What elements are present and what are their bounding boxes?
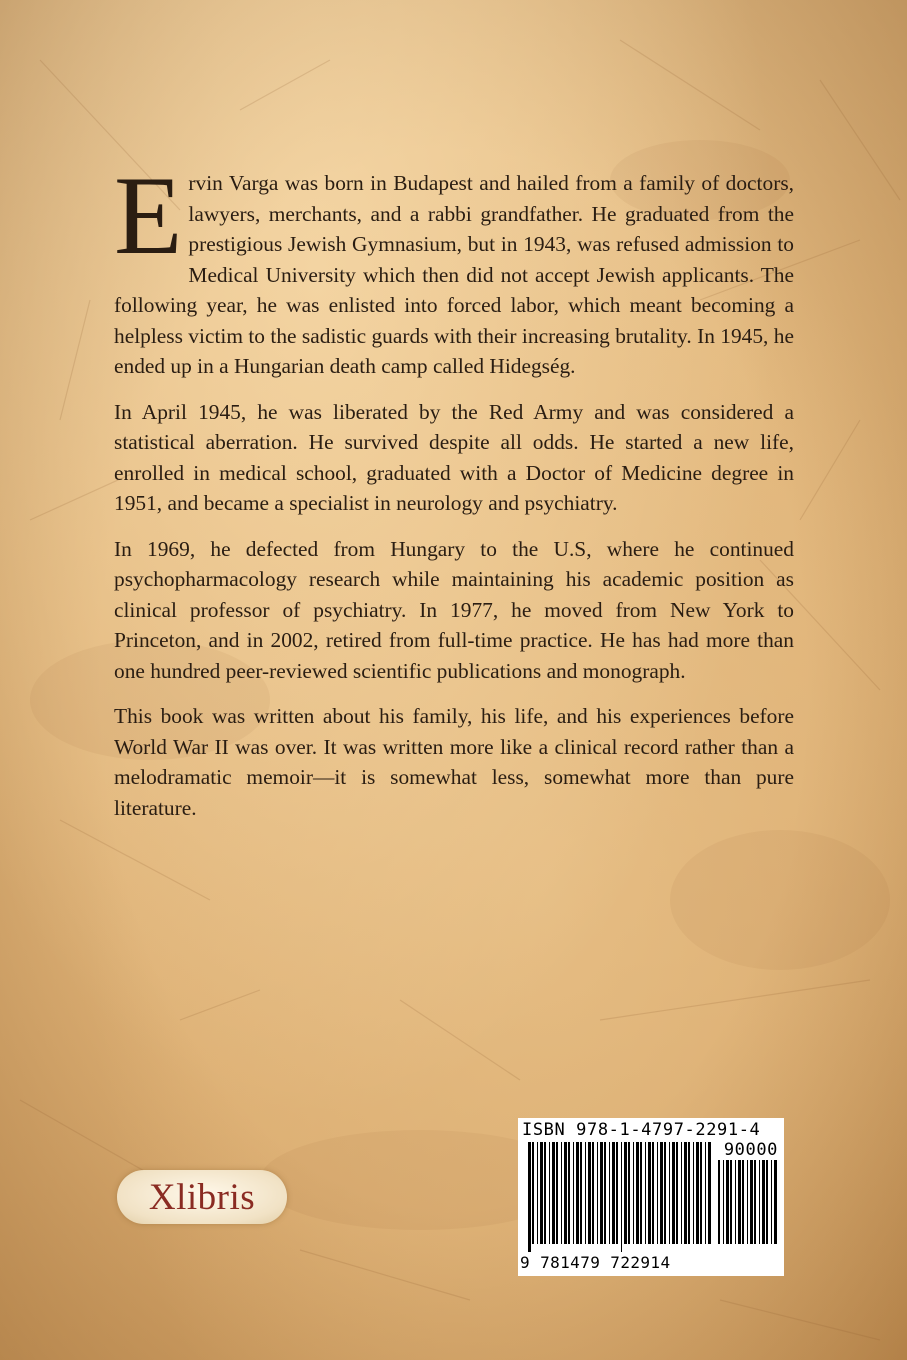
barcode-bar: [762, 1160, 765, 1244]
barcode-bar: [573, 1142, 574, 1244]
price-code: 90000: [723, 1140, 778, 1160]
barcode-bar: [600, 1142, 603, 1244]
barcode-bar: [750, 1160, 753, 1244]
barcode-bar: [735, 1160, 736, 1244]
barcode-bar: [669, 1142, 670, 1244]
barcode-bar: [688, 1142, 690, 1244]
addon-bars: [718, 1160, 778, 1252]
barcode-bar: [568, 1142, 570, 1244]
barcode-bar: [771, 1160, 772, 1244]
barcode-bar: [754, 1160, 756, 1244]
blurb-paragraph-3: In 1969, he defected from Hungary to the U.S, where he continued psychopharmacology research while maintaining his academic position as clinical professor of psychiatry. In 1977, he moved from New York to Princeton, and in 2002, retired from full-time practice. He has had more than one hundred peer-reviewed scientific publications and monograph.: [114, 536, 794, 683]
barcode-bar: [604, 1142, 606, 1244]
blurb-paragraph-2: In April 1945, he was liberated by the Red Army and was considered a statistical aberration. He survived despite all odds. He started a new life, enrolled in medical school, graduated with a Doctor of Medicine degree in 1951, and became a specialist in neurology and psychiatry.: [114, 399, 794, 515]
barcode-bar: [612, 1142, 615, 1244]
barcode-bar: [708, 1142, 711, 1244]
barcode-bar: [597, 1142, 598, 1244]
barcode-bar: [624, 1142, 627, 1244]
blurb-text: [114, 154, 794, 838]
isbn-barcode: [518, 1118, 784, 1276]
barcode-bar: [588, 1142, 591, 1244]
barcode-bar: [537, 1142, 538, 1244]
drop-cap: E: [114, 154, 183, 278]
barcode-bar: [684, 1142, 687, 1244]
barcode-bar: [742, 1160, 744, 1244]
barcode-bar: [592, 1142, 594, 1244]
isbn-label: ISBN 978-1-4797-2291-4: [522, 1120, 761, 1140]
blurb-paragraph-4: This book was written about his family, his life, and his experiences before World War II was over. It was written more like a clinical record rather than a melodramatic memoir—it is somewhat less, somewhat more than pure literature.: [114, 704, 794, 820]
barcode-bar: [696, 1142, 699, 1244]
barcode-bar: [552, 1142, 555, 1244]
barcode-bar: [585, 1142, 586, 1244]
barcode-bar: [664, 1142, 666, 1244]
barcode-bar: [726, 1160, 729, 1244]
ean-bars: [528, 1142, 712, 1252]
barcode-bar: [564, 1142, 567, 1244]
barcode-bar: [681, 1142, 682, 1244]
barcode-bar: [636, 1142, 639, 1244]
barcode-bar: [561, 1142, 562, 1244]
barcode-bar: [645, 1142, 646, 1244]
publisher-logo: [117, 1170, 287, 1224]
barcode-bar: [657, 1142, 658, 1244]
barcode-bar: [549, 1142, 550, 1244]
barcode-bar: [576, 1142, 579, 1244]
blurb-paragraph-1-text: rvin Varga was born in Budapest and hailed from a family of doctors, lawyers, merchants, and a rabbi grandfather. He graduated from the prestigious Jewish Gymnasium, but in 1943, was refused admission to Medical University which then did not accept Jewish applicants. The following year, he was enlisted into forced labor, which meant becoming a helpless victim to the sadistic guards with their increasing brutality. In 1945, he ended up in a Hungarian death camp called Hidegség.: [114, 171, 794, 378]
barcode-bar: [580, 1142, 582, 1244]
barcode-bar: [766, 1160, 768, 1244]
barcode-bar: [723, 1160, 724, 1244]
barcode-bar: [700, 1142, 702, 1244]
barcode-bar: [672, 1142, 675, 1244]
ean-digits: 9 781479 722914: [520, 1253, 671, 1272]
barcode-bar: [616, 1142, 618, 1244]
barcode-bar: [640, 1142, 642, 1244]
barcode-bar: [759, 1160, 760, 1244]
barcode-bar: [660, 1142, 663, 1244]
barcode-bar: [676, 1142, 678, 1244]
barcode-bar: [628, 1142, 630, 1244]
barcode-bar: [633, 1142, 634, 1244]
barcode-bar: [718, 1160, 720, 1244]
barcode-bar: [556, 1142, 558, 1244]
barcode-bar: [738, 1160, 741, 1244]
barcode-bar: [528, 1142, 531, 1252]
barcode-bar: [609, 1142, 610, 1244]
blurb-paragraph-1: [114, 154, 794, 382]
barcode-bar: [621, 1142, 622, 1252]
barcode-bar: [730, 1160, 732, 1244]
publisher-name: Xlibris: [148, 1177, 256, 1218]
barcode-bar: [693, 1142, 694, 1244]
barcode-bar: [705, 1142, 706, 1244]
barcode-bar: [648, 1142, 651, 1244]
barcode-bar: [544, 1142, 546, 1244]
barcode-bar: [652, 1142, 654, 1244]
barcode-bar: [532, 1142, 534, 1244]
barcode-bar: [774, 1160, 777, 1244]
barcode-bar: [540, 1142, 543, 1244]
barcode-bar: [747, 1160, 748, 1244]
